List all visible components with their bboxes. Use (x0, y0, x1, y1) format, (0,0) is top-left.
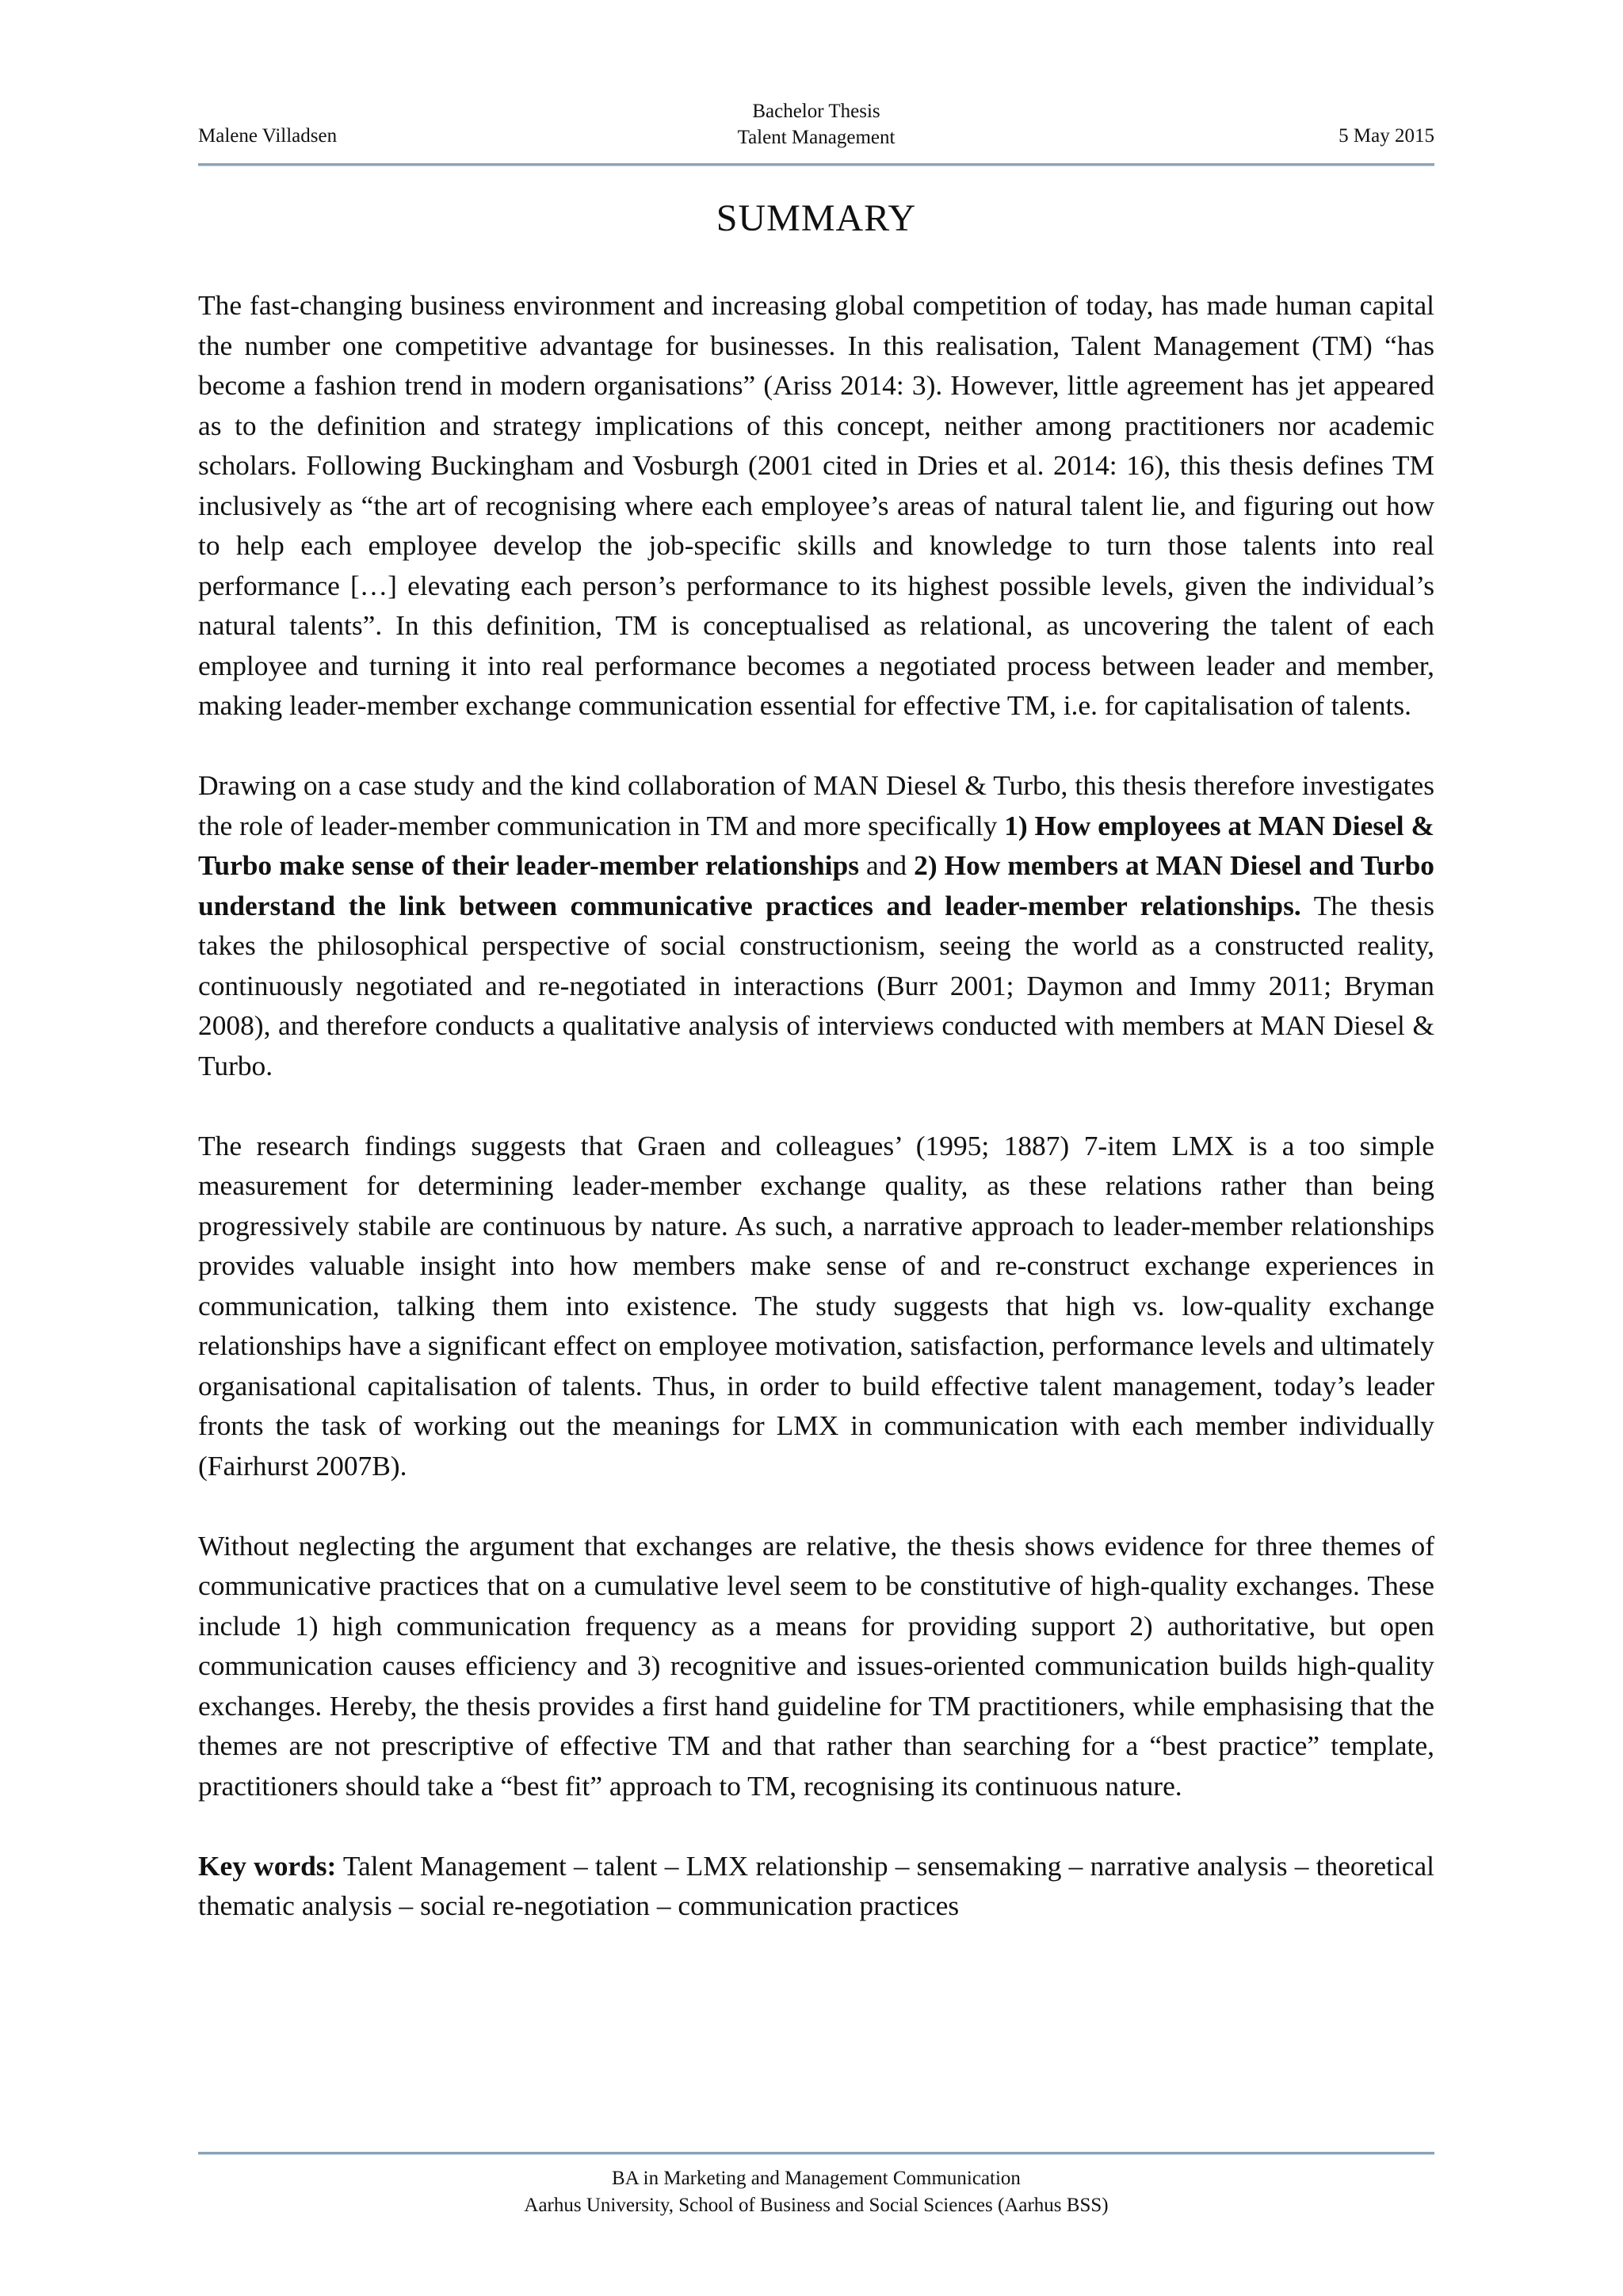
paragraph-2-and: and (858, 849, 915, 881)
paragraph-1: The fast-changing business environment and increasing global competition of today, has made human capital the number one competitive advantage for businesses. In this realisation, Talent Management (TM) “has become a fashion trend in modern organisations” (Ariss 2014: 3). However, little agreement has jet appeared as to the definition and strategy implications of this concept, neither among practitioners nor academic scholars. Following Buckingham and Vosburgh (2001 cited in Dries et al. 2014: 16), this thesis defines TM inclusively as “the art of recognising where each employee’s areas of natural talent lie, and figuring out how to help each employee develop the job-specific skills and knowledge to turn those talents into real performance […] elevating each person’s performance to its highest possible levels, given the individual’s natural talents”. In this definition, TM is conceptualised as relational, as uncovering the talent of each employee and turning it into real performance becomes a negotiated process between leader and member, making leader-member exchange communication essential for effective TM, i.e. for capitalisation of talents. (198, 289, 1434, 721)
header-divider (198, 163, 1434, 166)
header-center (198, 98, 1434, 151)
research-question-2: 2) How members at MAN Diesel and Turbo understand the link between communicative practices and leader-member relationships. (198, 849, 1434, 921)
paragraph-2-intro: Drawing on a case study and the kind collaboration of MAN Diesel & Turbo, this thesis therefore investigates the role of leader-member communication in TM and more specifically (198, 769, 1434, 841)
header-subject: Talent Management (737, 127, 896, 148)
footer-institution: Aarhus University, School of Business and Social Sciences (Aarhus BSS) (524, 2195, 1109, 2216)
summary-body (198, 285, 1434, 1966)
keywords-list: Talent Management – talent – LMX relationship – sensemaking – narrative analysis – theoretical thematic analysis – social re-negotiation – communication practices (198, 1849, 1434, 1921)
page-title: SUMMARY (716, 197, 917, 239)
keywords (198, 1846, 1434, 1926)
research-question-1: 1) How employees at MAN Diesel & Turbo make sense of their leader-member relationships (198, 809, 1434, 881)
header-date: 5 May 2015 (1338, 125, 1434, 147)
header-author: Malene Villadsen (198, 125, 338, 147)
page-footer (198, 2165, 1434, 2219)
paragraph-4: Without neglecting the argument that exchanges are relative, the thesis shows evidence for three themes of communicative practices that on a cumulative level seem to be constitutive of high-quality exchanges. These include 1) high communication frequency as a means for providing support 2) authoritative, but open communication causes efficiency and 3) recognitive and issues-oriented communication builds high-quality exchanges. Hereby, the thesis provides a first hand guideline for TM practitioners, while emphasising that the themes are not prescriptive of effective TM and that rather than searching for a “best practice” template, practitioners should take a “best fit” approach to TM, recognising its continuous nature. (198, 1529, 1434, 1802)
footer-divider (198, 2152, 1434, 2155)
page-header (198, 95, 1434, 158)
header-doc-type: Bachelor Thesis (752, 101, 880, 122)
paragraph-2-rest: The thesis takes the philosophical perspective of social constructionism, seeing the world as a constructed reality, continuously negotiated and re-negotiated in interactions (Burr 2001; Daymon and Immy 2011; Bryman 2008), and therefore conducts a qualitative analysis of interviews conducted with members at MAN Diesel & Turbo. (198, 889, 1434, 1081)
paragraph-3: The research findings suggests that Graen and colleagues’ (1995; 1887) 7-item LMX is a too simple measurement for determining leader-member exchange quality, as these relations rather than being progressively stabile are continuous by nature. As such, a narrative approach to leader-member relationships provides valuable insight into how members make sense of and re-construct exchange experiences in communication, talking them into existence. The study suggests that high vs. low-quality exchange relationships have a significant effect on employee motivation, satisfaction, performance levels and ultimately organisational capitalisation of talents. Thus, in order to build effective talent management, today’s leader fronts the task of working out the meanings for LMX in communication with each member individually (Fairhurst 2007B). (198, 1129, 1434, 1482)
keywords-label: Key words: (198, 1849, 337, 1882)
footer-program: BA in Marketing and Management Communication (612, 2168, 1021, 2189)
paragraph-2 (198, 765, 1434, 1085)
